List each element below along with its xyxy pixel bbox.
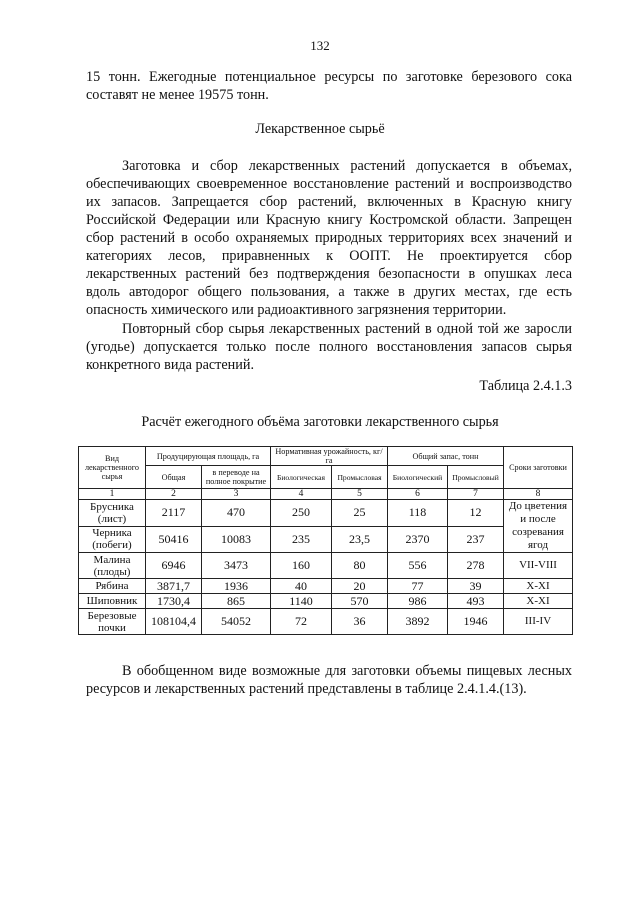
cell-bio-stock: 986 (388, 594, 448, 609)
paragraph-repeat-collection: Повторный сбор сырья лекарственных растений в одной той же заросли (угодье) допускается только после полного восстановления запасов сырья конкретного вида растений. (86, 321, 572, 373)
col-number: 8 (504, 489, 573, 500)
table-row (79, 553, 573, 579)
column-number-row (79, 489, 573, 500)
cell-terms: До цветения и после созревания ягод (504, 500, 573, 553)
cell-ind-stock: 278 (448, 553, 504, 579)
col-number: 6 (388, 489, 448, 500)
cell-ind-yield: 23,5 (332, 526, 388, 553)
cell-total: 50416 (146, 526, 202, 553)
col-number: 2 (146, 489, 202, 500)
cell-terms: X-XI (504, 594, 573, 609)
row-name: Черника (побеги) (79, 526, 146, 553)
row-name: Брусника (лист) (79, 500, 146, 527)
cell-converted: 3473 (202, 553, 271, 579)
cell-bio-stock: 118 (388, 500, 448, 527)
paragraph-collection-rules: Заготовка и сбор лекарственных растений допускается в объемах, обеспечивающих своевременное восстановление растений и воспроизводство их запасов. Запрещается сбор растений, включенных в Красную книгу Российской Федерации или Красную книгу Костромской области. Запрещен сбор растений в особо охраняемых природных территориях всех значений и категориях лесов, приравненных к ООПТ. Не проектируется сбор лекарственных растений без подтверждения безопасности в опушках леса вдоль автодорог общего пользования, а также в других местах, где есть опасность химического или радиоактивного загрязнения территории. (86, 158, 572, 318)
cell-ind-stock: 39 (448, 579, 504, 594)
cell-converted: 470 (202, 500, 271, 527)
cell-bio-yield: 1140 (271, 594, 332, 609)
header-terms: Сроки заготовки (504, 447, 573, 489)
cell-ind-stock: 12 (448, 500, 504, 527)
row-name: Шиповник (79, 594, 146, 609)
table-number: Таблица 2.4.1.3 (479, 378, 572, 394)
cell-ind-stock: 1946 (448, 609, 504, 635)
cell-bio-yield: 40 (271, 579, 332, 594)
intro-paragraph: 15 тонн. Ежегодные потенциальное ресурсы по заготовке березового сока составят не менее 19575 тонн. (86, 69, 572, 103)
cell-ind-stock: 493 (448, 594, 504, 609)
header-converted: в переводе на полное покрытие (202, 466, 271, 489)
cell-total: 3871,7 (146, 579, 202, 594)
cell-ind-stock: 237 (448, 526, 504, 553)
cell-terms: III-IV (504, 609, 573, 635)
col-number: 7 (448, 489, 504, 500)
cell-bio-stock: 3892 (388, 609, 448, 635)
header-type: Вид лекарственного сырья (79, 447, 146, 489)
header-area: Продуцирующая площадь, га (146, 447, 271, 466)
cell-converted: 865 (202, 594, 271, 609)
cell-ind-yield: 570 (332, 594, 388, 609)
cell-total: 6946 (146, 553, 202, 579)
row-name: Рябина (79, 579, 146, 594)
cell-ind-yield: 36 (332, 609, 388, 635)
cell-ind-yield: 20 (332, 579, 388, 594)
cell-terms: VII-VIII (504, 553, 573, 579)
table-row (79, 500, 573, 527)
header-ind-yield: Промысловая (332, 466, 388, 489)
page-number: 132 (310, 38, 330, 53)
table-title: Расчёт ежегодного объёма заготовки лекарственного сырья (141, 414, 499, 430)
cell-total: 108104,4 (146, 609, 202, 635)
cell-terms: X-XI (504, 579, 573, 594)
table-row (79, 526, 573, 553)
cell-ind-yield: 25 (332, 500, 388, 527)
cell-bio-yield: 160 (271, 553, 332, 579)
header-bio-yield: Биологическая (271, 466, 332, 489)
table-row (79, 579, 573, 594)
medicinal-raw-material-table (78, 446, 573, 635)
header-stock: Общий запас, тонн (388, 447, 504, 466)
cell-bio-stock: 556 (388, 553, 448, 579)
cell-bio-stock: 77 (388, 579, 448, 594)
table-header-row-2 (79, 466, 573, 489)
cell-total: 1730,4 (146, 594, 202, 609)
col-number: 3 (202, 489, 271, 500)
cell-bio-yield: 72 (271, 609, 332, 635)
cell-converted: 1936 (202, 579, 271, 594)
table-row (79, 609, 573, 635)
table-row (79, 594, 573, 609)
cell-converted: 54052 (202, 609, 271, 635)
col-number: 4 (271, 489, 332, 500)
cell-ind-yield: 80 (332, 553, 388, 579)
cell-bio-yield: 250 (271, 500, 332, 527)
row-name: Малина (плоды) (79, 553, 146, 579)
col-number: 5 (332, 489, 388, 500)
table-header-row-1 (79, 447, 573, 466)
header-total: Общая (146, 466, 202, 489)
header-ind-stock: Промысловый (448, 466, 504, 489)
header-yield: Нормативная урожайность, кг/га (271, 447, 388, 466)
paragraph-summary: В обобщенном виде возможные для заготовки объемы пищевых лесных ресурсов и лекарственных растений представлены в таблице 2.4.1.4.(13). (86, 663, 572, 697)
cell-bio-yield: 235 (271, 526, 332, 553)
cell-bio-stock: 2370 (388, 526, 448, 553)
row-name: Березовые почки (79, 609, 146, 635)
col-number: 1 (79, 489, 146, 500)
cell-converted: 10083 (202, 526, 271, 553)
cell-total: 2117 (146, 500, 202, 527)
section-title: Лекарственное сырьё (255, 121, 385, 137)
header-bio-stock: Биологический (388, 466, 448, 489)
